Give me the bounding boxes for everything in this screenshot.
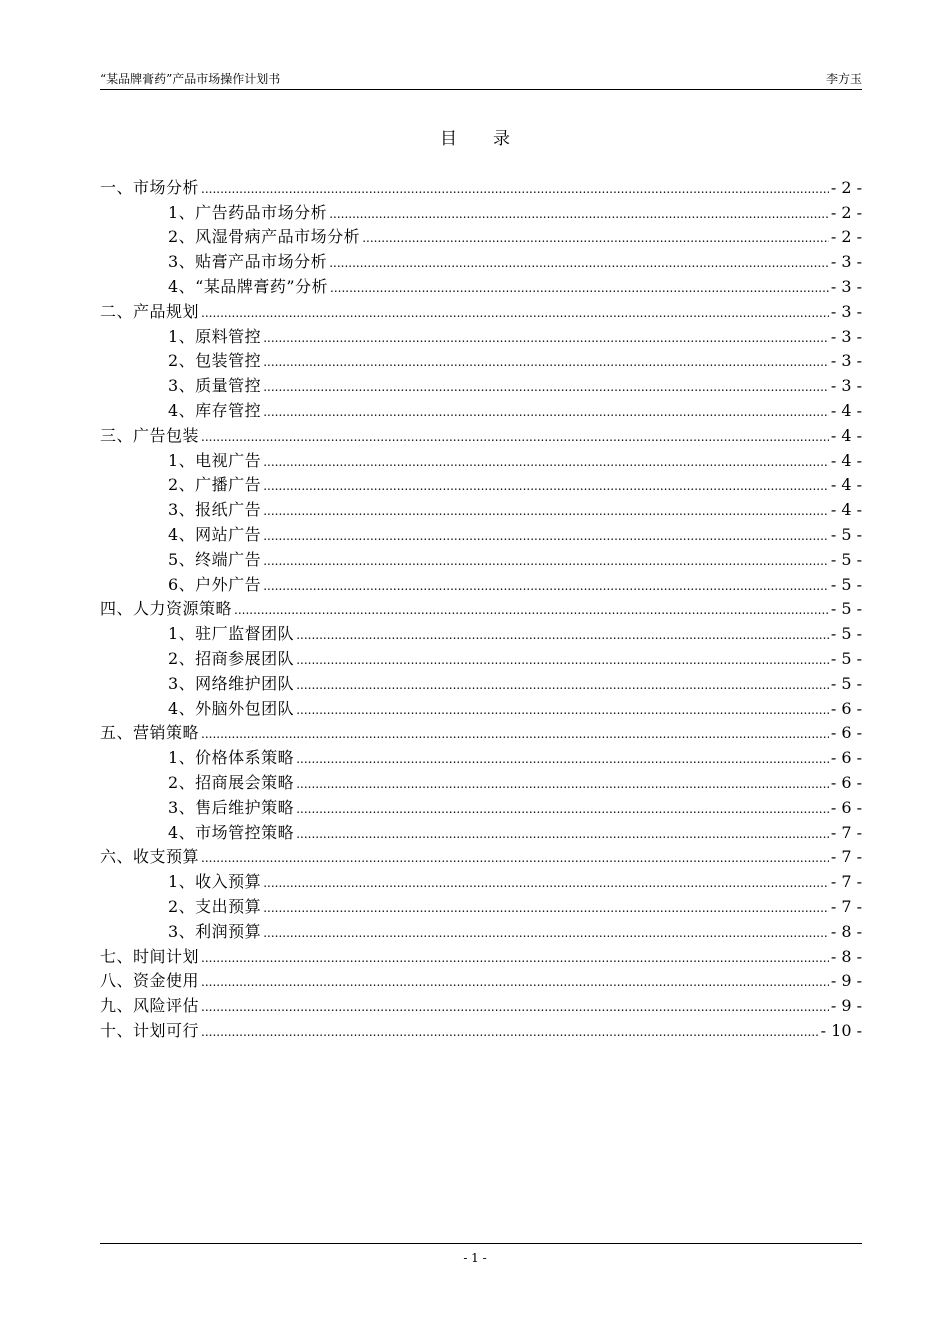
toc-entry-page: - 3 - (830, 326, 862, 346)
toc-entry-label[interactable]: 3、利润预算 (168, 921, 262, 941)
toc-entry-label[interactable]: 1、收入预算 (168, 872, 262, 892)
toc-entry-label[interactable]: 1、原料管控 (168, 326, 262, 346)
toc-entry-label[interactable]: 四、人力资源策略 (100, 599, 233, 619)
toc-entry-page: - 5 - (830, 549, 862, 569)
toc-entry-page: - 2 - (830, 177, 862, 197)
toc-entry[interactable] (100, 447, 862, 472)
toc-dot-leader (201, 301, 829, 323)
footer-page-number: - 1 - (463, 1251, 487, 1265)
toc-dot-leader (296, 772, 829, 794)
toc-dot-leader (296, 822, 829, 844)
toc-entry[interactable] (100, 1017, 862, 1042)
toc-entry-page: - 2 - (830, 227, 862, 247)
toc-entry-page: - 10 - (820, 1020, 862, 1040)
toc-dot-leader (201, 722, 829, 744)
toc-entry[interactable] (100, 645, 862, 670)
toc-entry-label[interactable]: 4、市场管控策略 (168, 822, 295, 842)
toc-entry-page: - 7 - (830, 896, 862, 916)
toc-entry-page: - 4 - (830, 450, 862, 470)
toc-entry[interactable] (100, 372, 862, 397)
toc-dot-leader (263, 896, 829, 918)
toc-entry-page: - 5 - (830, 599, 862, 619)
toc-entry[interactable] (100, 844, 862, 869)
toc-entry-page: - 3 - (830, 252, 862, 272)
toc-entry-page: - 3 - (830, 351, 862, 371)
toc-entry-label[interactable]: 3、售后维护策略 (168, 797, 295, 817)
toc-entry-page: - 7 - (830, 847, 862, 867)
toc-entry-page: - 8 - (830, 946, 862, 966)
toc-dot-leader (296, 673, 829, 695)
toc-entry[interactable] (100, 893, 862, 918)
toc-dot-leader (296, 797, 829, 819)
toc-entry[interactable] (100, 273, 862, 298)
toc-dot-leader (263, 375, 829, 397)
toc-entry-page: - 9 - (830, 971, 862, 991)
toc-entry-label[interactable]: 八、资金使用 (100, 971, 200, 991)
toc-heading: 目录 (440, 129, 546, 149)
toc-entry[interactable] (100, 496, 862, 521)
toc-entry-label[interactable]: 3、网络维护团队 (168, 673, 295, 693)
toc-entry-label[interactable]: 二、产品规划 (100, 301, 200, 321)
page-header (100, 72, 862, 90)
toc-entry[interactable] (100, 199, 862, 224)
toc-entry[interactable] (100, 248, 862, 273)
toc-entry-label[interactable]: 2、包装管控 (168, 351, 262, 371)
toc-dot-leader (201, 425, 829, 447)
toc-entry-page: - 9 - (830, 996, 862, 1016)
toc-dot-leader (296, 648, 829, 670)
toc-entry-label[interactable]: 3、质量管控 (168, 376, 262, 396)
toc-dot-leader (362, 226, 829, 248)
toc-entry[interactable] (100, 943, 862, 968)
toc-dot-leader (201, 177, 829, 199)
toc-entry[interactable] (100, 571, 862, 596)
toc-dot-leader (263, 400, 829, 422)
toc-entry-page: - 7 - (830, 872, 862, 892)
toc-dot-leader (263, 549, 829, 571)
document-title: “某品牌膏药”产品市场操作计划书 (100, 72, 281, 86)
toc-entry-page: - 8 - (830, 921, 862, 941)
toc-dot-leader (201, 970, 829, 992)
toc-dot-leader (329, 251, 829, 273)
toc-entry[interactable] (100, 769, 862, 794)
toc-entry-page: - 6 - (830, 748, 862, 768)
toc-entry-page: - 6 - (830, 723, 862, 743)
toc-entry[interactable] (100, 422, 862, 447)
toc-entry-label[interactable]: 七、时间计划 (100, 946, 200, 966)
toc-entry-page: - 4 - (830, 425, 862, 445)
toc-entry-page: - 3 - (830, 276, 862, 296)
toc-entry[interactable] (100, 298, 862, 323)
toc-entry-page: - 5 - (830, 574, 862, 594)
toc-entry-page: - 6 - (830, 698, 862, 718)
toc-entry-label[interactable]: 1、广告药品市场分析 (168, 202, 328, 222)
toc-entry-page: - 4 - (830, 500, 862, 520)
toc-entry-label[interactable]: 3、贴膏产品市场分析 (168, 252, 328, 272)
toc-entry-label[interactable]: 1、价格体系策略 (168, 748, 295, 768)
toc-entry-label[interactable]: 2、招商展会策略 (168, 772, 295, 792)
toc-dot-leader (263, 350, 829, 372)
toc-dot-leader (201, 846, 829, 868)
toc-entry-label[interactable]: 4、库存管控 (168, 400, 262, 420)
toc-entry[interactable] (100, 918, 862, 943)
toc-entry-page: - 5 - (830, 624, 862, 644)
toc-entry[interactable] (100, 546, 862, 571)
toc-entry-label[interactable]: 4、外脑外包团队 (168, 698, 295, 718)
toc-dot-leader (296, 747, 829, 769)
toc-entry-page: - 4 - (830, 400, 862, 420)
toc-entry[interactable] (100, 720, 862, 745)
toc-entry-label[interactable]: 五、营销策略 (100, 723, 200, 743)
toc-entry-label[interactable]: 2、支出预算 (168, 896, 262, 916)
toc-entry-label[interactable]: 4、“某品牌膏药”分析 (168, 276, 329, 296)
toc-entry-label[interactable]: 十、计划可行 (100, 1020, 200, 1040)
table-of-contents (100, 174, 862, 1042)
toc-entry-label[interactable]: 5、终端广告 (168, 549, 262, 569)
toc-entry[interactable] (100, 521, 862, 546)
toc-dot-leader (201, 1020, 819, 1042)
toc-entry[interactable] (100, 695, 862, 720)
toc-entry[interactable] (100, 224, 862, 249)
toc-entry-label[interactable]: 六、收支预算 (100, 847, 200, 867)
toc-entry[interactable] (100, 794, 862, 819)
toc-dot-leader (329, 202, 829, 224)
toc-entry-label[interactable]: 3、报纸广告 (168, 500, 262, 520)
toc-entry-label[interactable]: 6、户外广告 (168, 574, 262, 594)
toc-entry[interactable] (100, 744, 862, 769)
toc-entry-page: - 7 - (830, 822, 862, 842)
toc-entry-label[interactable]: 九、风险评估 (100, 996, 200, 1016)
toc-dot-leader (263, 474, 829, 496)
toc-entry[interactable] (100, 992, 862, 1017)
toc-dot-leader (234, 598, 829, 620)
toc-dot-leader (263, 326, 829, 348)
toc-entry-label[interactable]: 4、网站广告 (168, 524, 262, 544)
toc-entry-page: - 6 - (830, 772, 862, 792)
toc-dot-leader (263, 499, 829, 521)
toc-dot-leader (263, 574, 829, 596)
toc-dot-leader (296, 623, 829, 645)
footer-divider (100, 1243, 862, 1244)
toc-entry-page: - 5 - (830, 524, 862, 544)
toc-dot-leader (201, 995, 829, 1017)
toc-dot-leader (201, 946, 829, 968)
toc-entry-label[interactable]: 2、风湿骨病产品市场分析 (168, 227, 361, 247)
toc-entry[interactable] (100, 670, 862, 695)
author-name: 李方玉 (825, 72, 862, 86)
toc-entry-page: - 2 - (830, 202, 862, 222)
toc-dot-leader (263, 921, 829, 943)
toc-entry[interactable] (100, 348, 862, 373)
toc-entry[interactable] (100, 472, 862, 497)
toc-dot-leader (263, 871, 829, 893)
toc-entry[interactable] (100, 868, 862, 893)
toc-entry-page: - 6 - (830, 797, 862, 817)
toc-entry[interactable] (100, 323, 862, 348)
toc-entry-page: - 5 - (830, 673, 862, 693)
toc-entry[interactable] (100, 819, 862, 844)
toc-dot-leader (263, 450, 829, 472)
toc-entry-page: - 4 - (830, 475, 862, 495)
toc-entry[interactable] (100, 968, 862, 993)
toc-entry-label[interactable]: 1、驻厂监督团队 (168, 624, 295, 644)
toc-entry-page: - 3 - (830, 301, 862, 321)
toc-dot-leader (330, 276, 829, 298)
toc-entry[interactable] (100, 620, 862, 645)
toc-entry-label[interactable]: 一、市场分析 (100, 177, 200, 197)
toc-entry-label[interactable]: 2、招商参展团队 (168, 648, 295, 668)
toc-entry-label[interactable]: 三、广告包装 (100, 425, 200, 445)
toc-entry[interactable] (100, 397, 862, 422)
toc-dot-leader (263, 524, 829, 546)
toc-entry-page: - 5 - (830, 648, 862, 668)
toc-dot-leader (296, 698, 829, 720)
toc-entry[interactable] (100, 174, 862, 199)
toc-entry[interactable] (100, 596, 862, 621)
toc-entry-page: - 3 - (830, 376, 862, 396)
toc-entry-label[interactable]: 1、电视广告 (168, 450, 262, 470)
toc-entry-label[interactable]: 2、广播广告 (168, 475, 262, 495)
